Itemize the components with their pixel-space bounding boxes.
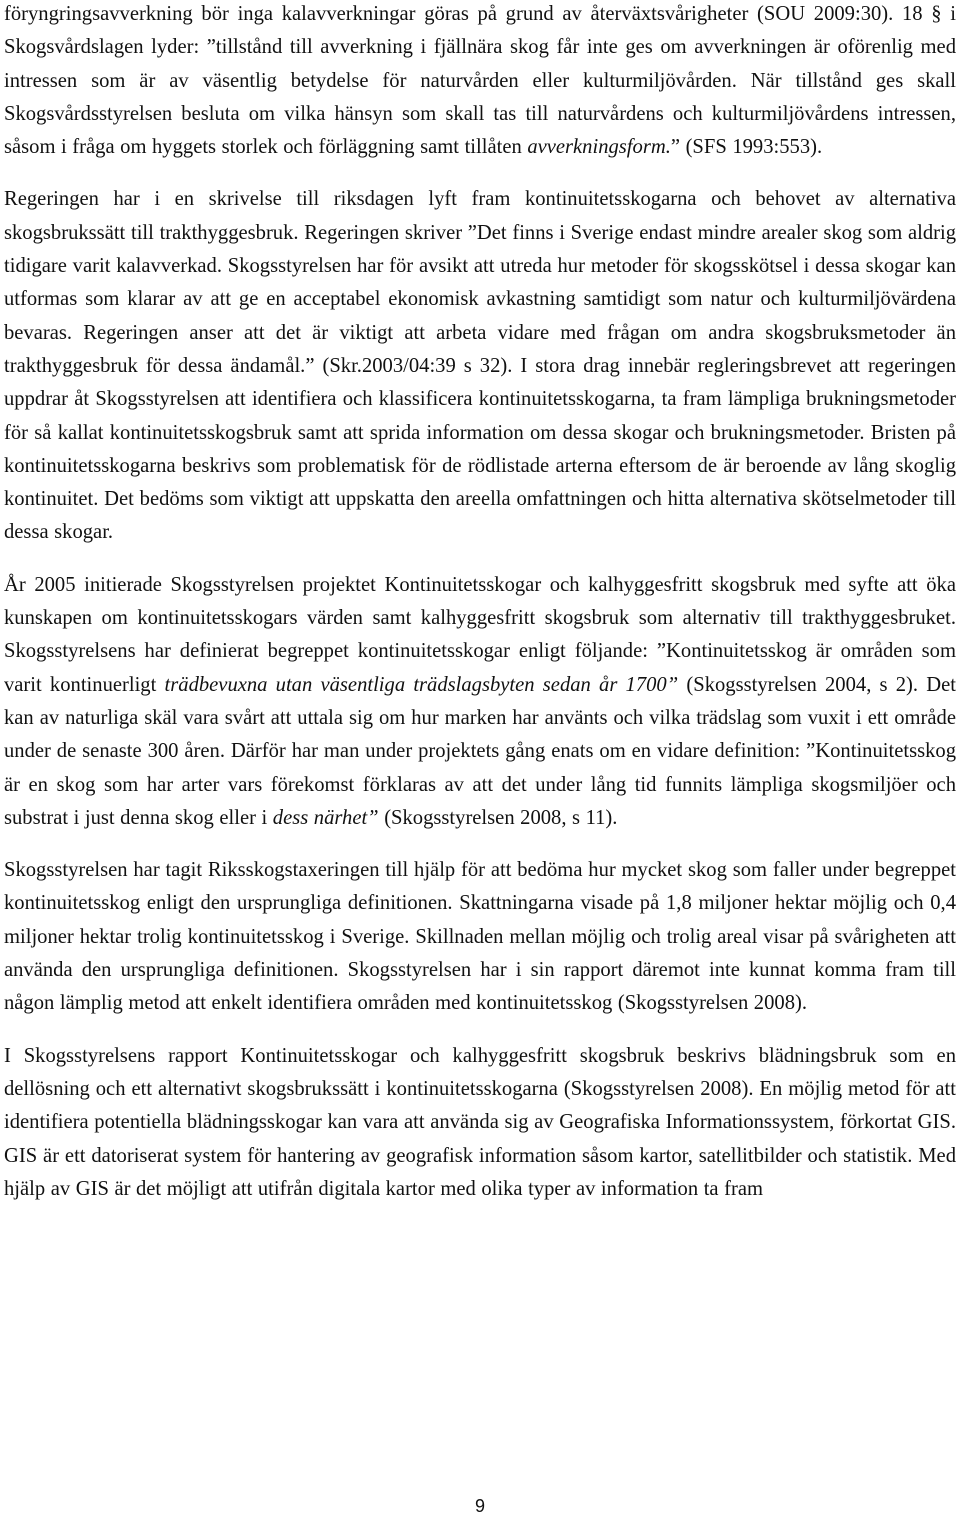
page-number: 9 bbox=[474, 1496, 485, 1516]
text-segment: År 2005 initierade Skogsstyrelsen projektet Kontinuitetsskogar och kalhyggesfritt skogsbruk med syfte att öka kunskapen om kontinuitetsskogars värden samt kalhyggesfritt skogsbruk som alternativ till trakthyggesbruket. Skogsstyrelsens har definierat begreppet kontinuitetsskogar enligt följande: ”Kontinuitetsskog är områden som varit kontinuerligt bbox=[4, 573, 956, 696]
paragraph-logging-regulation bbox=[4, 0, 956, 164]
text-segment: I Skogsstyrelsens rapport Kontinuitetsskogar och kalhyggesfritt skogsbruk beskrivs blädningsbruk som en dellösning och ett alternativt skogsbrukssätt i kontinuitetsskogarna (Skogsstyrelsen 2008). En möjlig metod för att identifiera potentiella blädningsskogar kan vara att använda sig av Geografiska Informationssystem, förkortat GIS. GIS är ett datoriserat system för hantering av geografisk information såsom kartor, satellitbilder och statistik. Med hjälp av GIS är det möjligt att utifrån digitala kartor med olika typer av information ta fram bbox=[4, 1044, 956, 1200]
text-segment: ” (SFS 1993:553). bbox=[670, 136, 823, 159]
text-segment: föryngringsavverkning bör inga kalavverkningar göras på grund av återväxtsvårigheter (SOU 2009:30). 18 § i Skogsvårdslagen lyder: ”tillstånd till avverkning i fjällnära skog får inte ges om avverkningen är oförenlig med intressen som är av väsentlig betydelse för naturvården eller kulturmiljövården. När tillstånd ges skall Skogsvårdsstyrelsen besluta om vilka hänsyn som skall tas till naturvårdens och kulturmiljövårdens intressen, såsom i fråga om hyggets storlek och förläggning samt tillåten bbox=[4, 3, 956, 159]
paragraph-spacer bbox=[4, 835, 956, 854]
paragraph-spacer bbox=[4, 550, 956, 569]
paragraph-spacer bbox=[4, 1021, 956, 1040]
text-segment: Regeringen har i en skrivelse till riksdagen lyft fram kontinuitetsskogarna och behovet av alternativa skogsbrukssätt till trakthyggesbruk. Regeringen skriver ”Det finns i Sverige endast mindre arealer skog som aldrig tidigare varit kalavverkad. Skogsstyrelsen har för avsikt att utreda hur metoder för skogsskötsel i dessa skogar kan utformas som klarar av att ge en acceptabel ekonomisk avkastning samtidigt som natur och kulturmiljövärdena bevaras. Regeringen anser att det är viktigt att arbeta vidare med frågan om andra skogsbruksmetoder än trakthyggesbruk för dessa ändamål.” (Skr.2003/04:39 s 32). I stora drag innebär regleringsbrevet att regeringen uppdrar åt Skogsstyrelsen att identifiera och klassificera kontinuitetsskogarna, ta fram lämpliga brukningsmetoder för så kallat kontinuitetsskogsbruk samt att sprida information om dessa skogar och brukningsmetoder. Bristen på kontinuitetsskogarna beskrivs som problematisk för de rödlistade arterna eftersom de är beroende av lång skoglig kontinuitet. Det bedöms som viktigt att uppskatta den areella omfattningen och hitta alternativa skötselmetoder till dessa skogar. bbox=[4, 188, 956, 544]
paragraph-selection-cutting-gis bbox=[4, 1040, 956, 1206]
italic-text-segment: avverkningsform. bbox=[527, 136, 671, 159]
paragraph-spacer bbox=[4, 164, 956, 183]
text-segment: (Skogsstyrelsen 2008, s 11). bbox=[378, 806, 618, 829]
italic-text-segment: dess närhet” bbox=[272, 806, 379, 829]
text-segment: Skogsstyrelsen har tagit Riksskogstaxeringen till hjälp för att bedöma hur mycket skog som faller under begreppet kontinuitetsskog enligt den ursprungliga definitionen. Skattningarna visade på 1,8 miljoner hektar möjlig och 0,4 miljoner hektar trolig kontinuitetsskog i Sverige. Skillnaden mellan möjlig och trolig areal visar på svårigheten att använda den ursprungliga definitionen. Skogsstyrelsen har i sin rapport däremot inte kunnat komma fram till någon lämplig metod att enkelt identifiera områden med kontinuitetsskog (Skogsstyrelsen 2008). bbox=[4, 859, 956, 1015]
text-segment: (Skogsstyrelsen 2004, s 2). Det kan av naturliga skäl vara svårt att uttala sig om hur marken har använts och vilka trädslag som vuxit i ett område under de senaste 300 åren. Därför har man under projektets gång enats om en vidare definition: ”Kontinuitetsskog är en skog som har arter vars förekomst förklaras av att det under lång tid funnits lämpliga skogsmiljöer och substrat i just denna skog eller i bbox=[4, 673, 956, 829]
paragraph-national-forest-inventory bbox=[4, 854, 956, 1020]
italic-text-segment: trädbevuxna utan väsentliga trädslagsbyten sedan år 1700” bbox=[164, 673, 679, 696]
paragraph-government-letter bbox=[4, 183, 956, 549]
paragraph-continuity-forest-definition bbox=[4, 569, 956, 835]
document-page bbox=[4, 0, 956, 1206]
